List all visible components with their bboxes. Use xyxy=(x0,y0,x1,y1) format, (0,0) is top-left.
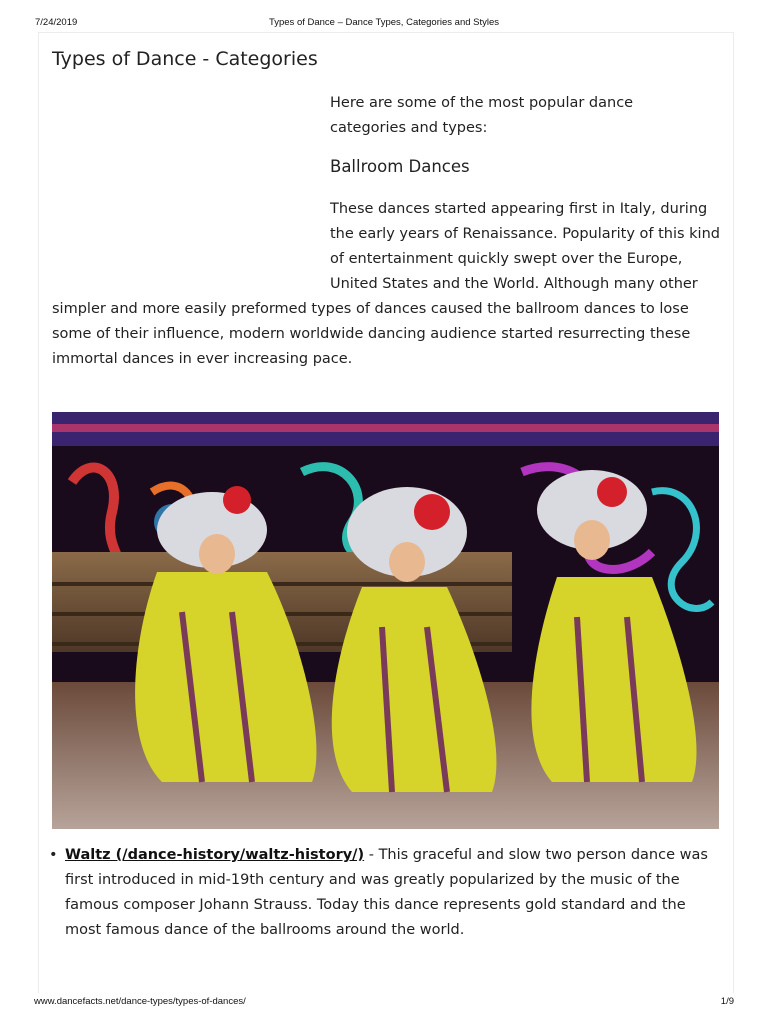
dancers-photo xyxy=(52,412,719,829)
bullet: • xyxy=(49,847,58,863)
list-item-waltz xyxy=(49,843,722,943)
dancers-photo-illustration xyxy=(52,412,719,829)
waltz-description: This graceful and slow two person dance was first introduced in mid-19th century and was greatly popularized by the music of the famous composer Johann Strauss. Today this dance represents gold standard and the most famous dance of the ballrooms around the world. xyxy=(65,847,708,938)
ballroom-paragraph xyxy=(52,197,722,372)
float-spacer xyxy=(52,197,330,297)
print-header xyxy=(0,10,768,28)
print-page-title: Types of Dance – Dance Types, Categories and Styles xyxy=(268,17,500,28)
ballroom-paragraph-text: These dances started appearing first in Italy, during the early years of Renaissance. Popularity of this kind of entertainment quickly swept over the Europe, United States and the World. Although many other simpler and more easily preformed types of dances caused the ballroom dances to lose some of their influence, modern worldwide dancing audience started resurrecting these immortal dances in ever increasing pace. xyxy=(52,201,720,367)
waltz-separator: - xyxy=(364,847,379,863)
footer-url: www.dancefacts.net/dance-types/types-of-dances/ xyxy=(34,996,246,1007)
print-date: 7/24/2019 xyxy=(35,17,78,28)
footer-page-number: 1/9 xyxy=(720,996,734,1007)
article-heading: Types of Dance - Categories xyxy=(52,48,318,70)
waltz-link[interactable]: Waltz (/dance-history/waltz-history/) xyxy=(65,847,365,863)
dance-list xyxy=(49,843,722,943)
section-heading-ballroom: Ballroom Dances xyxy=(330,157,470,176)
intro-paragraph: Here are some of the most popular dance categories and types: xyxy=(330,95,634,136)
